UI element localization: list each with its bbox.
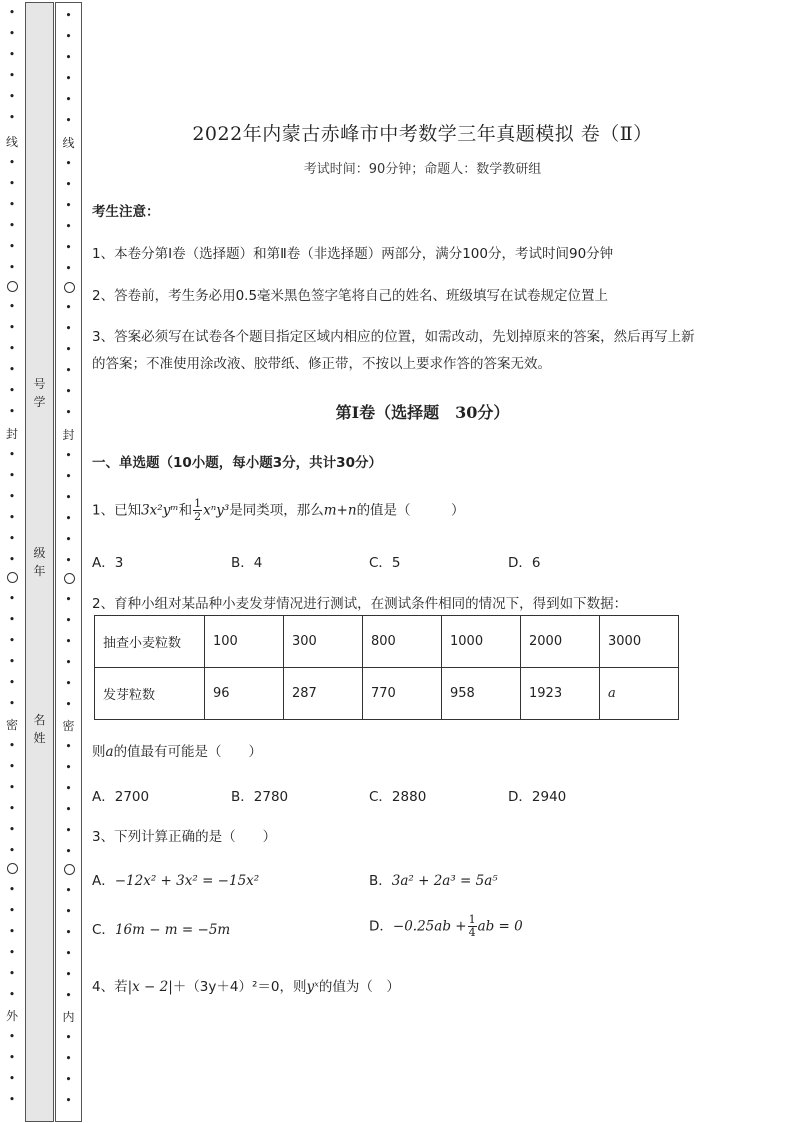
exam-subtitle: 考试时间：90分钟；命题人：数学教研组 (303, 162, 542, 177)
table-header-cell: 抽查小麦粒数 (95, 616, 205, 668)
q2-option-c[interactable]: C．2880 (369, 789, 427, 805)
dotted-line: • • • • • • (8, 6, 16, 124)
notice-item: 1、本卷分第Ⅰ卷（选择题）和第Ⅱ卷（非选择题）两部分，满分100分，考试时间90分钟 (92, 246, 614, 262)
q2-option-b[interactable]: B．2780 (231, 789, 289, 805)
seal-mark-seal: 封 (5, 427, 18, 441)
dotted-line: • • • • • • (65, 740, 72, 858)
grade-label: 级 年 (33, 546, 46, 578)
dotted-line: • • • • • • (8, 156, 16, 274)
dotted-line: • • • • • • (65, 157, 72, 275)
student-number-label: 号 学 (33, 377, 46, 409)
q1-expr: m+n (323, 502, 357, 519)
dotted-line: • • • • • • (65, 9, 72, 127)
section-title: 第Ⅰ卷（选择题 30分） (335, 403, 510, 422)
q1-option-a[interactable]: A．3 (92, 555, 124, 571)
seal-circle (7, 863, 18, 874)
dotted-line: • • • • • • (8, 300, 16, 418)
table-cell: 96 (205, 668, 284, 720)
q1-suffix: 是同类项，那么 (229, 502, 324, 519)
table-cell: a (600, 668, 679, 720)
seal-circle (64, 282, 75, 293)
notice-heading: 考生注意： (92, 204, 160, 220)
table-header-cell: 发芽粒数 (95, 668, 205, 720)
table-cell: 2000 (521, 616, 600, 668)
table-row (95, 616, 679, 668)
q2-option-a[interactable]: A．2700 (92, 789, 150, 805)
q2-option-d[interactable]: D．2940 (508, 789, 567, 805)
table-cell: 1923 (521, 668, 600, 720)
dotted-line: • • • • • • (8, 883, 16, 1001)
notice-item: 2、答卷前，考生务必用0.5毫米黑色签字笔将自己的姓名、班级填写在试卷规定位置上 (92, 288, 609, 304)
exam-title: 2022年内蒙古赤峰市中考数学三年真题模拟 卷（Ⅱ） (192, 123, 653, 145)
table-cell: 800 (363, 616, 442, 668)
seal-circle (64, 864, 75, 875)
q1-option-c[interactable]: C．5 (369, 555, 401, 571)
q1-mid: 和 (178, 502, 193, 519)
q3-option-b[interactable]: B．3a² + 2a³ = 5a⁵ (369, 873, 498, 889)
dotted-line: • • • • • • (8, 592, 16, 710)
table-cell: 3000 (600, 616, 679, 668)
q3-option-a[interactable]: A．−12x² + 3x² = −15x² (92, 873, 260, 889)
dotted-line: • • • • • • (8, 739, 16, 857)
q1-fraction: $\frac{1}{2}$ (194, 497, 202, 523)
seal-mark-outside: 外 (5, 1009, 18, 1023)
binding-margin-outer (0, 0, 24, 1123)
seal-mark-secret: 密 (5, 718, 18, 732)
q1-tail: 的值是（ ） (356, 502, 465, 519)
table-cell: 287 (284, 668, 363, 720)
table-cell: 958 (442, 668, 521, 720)
q1-term1: 3x²yᵐ (141, 502, 179, 519)
table-cell: 300 (284, 616, 363, 668)
table-cell: 100 (205, 616, 284, 668)
table-cell: 770 (363, 668, 442, 720)
name-label: 名 姓 (33, 713, 46, 745)
q1-term2: xⁿy³ (203, 502, 230, 519)
seal-mark-line: 线 (5, 135, 18, 149)
question-1 (92, 498, 465, 523)
seal-circle (64, 573, 75, 584)
notice-item: 3、答案必须写在试卷各个题目指定区域内相应的位置，如需改动，先划掉原来的答案，然后再写上新 (92, 329, 695, 345)
dotted-line: • • • • (8, 1030, 16, 1106)
q3-option-d[interactable]: D．−0.25ab + $\frac{1}{4}$ ab = 0 (369, 913, 523, 939)
part-title: 一、单选题（10小题，每小题3分，共计30分） (92, 455, 382, 471)
seal-circle (7, 572, 18, 583)
question-4: 4、若|x − 2|＋（3y＋4）²＝0，则yˣ的值为（ ） (92, 979, 400, 995)
q3-option-c[interactable]: C．16m − m = −5m (92, 922, 231, 938)
germination-table (94, 615, 679, 720)
dotted-line: • • • • • • (65, 449, 72, 567)
dotted-line: • • • • • • (65, 593, 72, 711)
q1-option-d[interactable]: D．6 (508, 555, 541, 571)
question-2: 2、育种小组对某品种小麦发芽情况进行测试，在测试条件相同的情况下，得到如下数据： (92, 596, 628, 612)
notice-item: 的答案；不准使用涂改液、胶带纸、修正带，不按以上要求作答的答案无效。 (92, 356, 551, 372)
student-info-strip (25, 2, 54, 1122)
table-cell: 1000 (442, 616, 521, 668)
q1-prefix: 1、已知 (92, 502, 142, 519)
dotted-line: • • • • • • (65, 884, 72, 1002)
seal-mark-inside: 内 (62, 1010, 75, 1024)
binding-margin-inner (55, 2, 82, 1122)
q1-option-b[interactable]: B．4 (231, 555, 263, 571)
seal-mark-line: 线 (62, 136, 75, 150)
table-row (95, 668, 679, 720)
dotted-line: • • • • • • (65, 301, 72, 419)
seal-mark-seal: 封 (62, 428, 75, 442)
question-3: 3、下列计算正确的是（ ） (92, 829, 277, 845)
seal-circle (7, 281, 18, 292)
seal-mark-secret: 密 (62, 719, 75, 733)
dotted-line: • • • • (65, 1031, 72, 1107)
question-2-prompt: 则a的值最有可能是（ ） (92, 744, 263, 760)
dotted-line: • • • • • • (8, 448, 16, 566)
